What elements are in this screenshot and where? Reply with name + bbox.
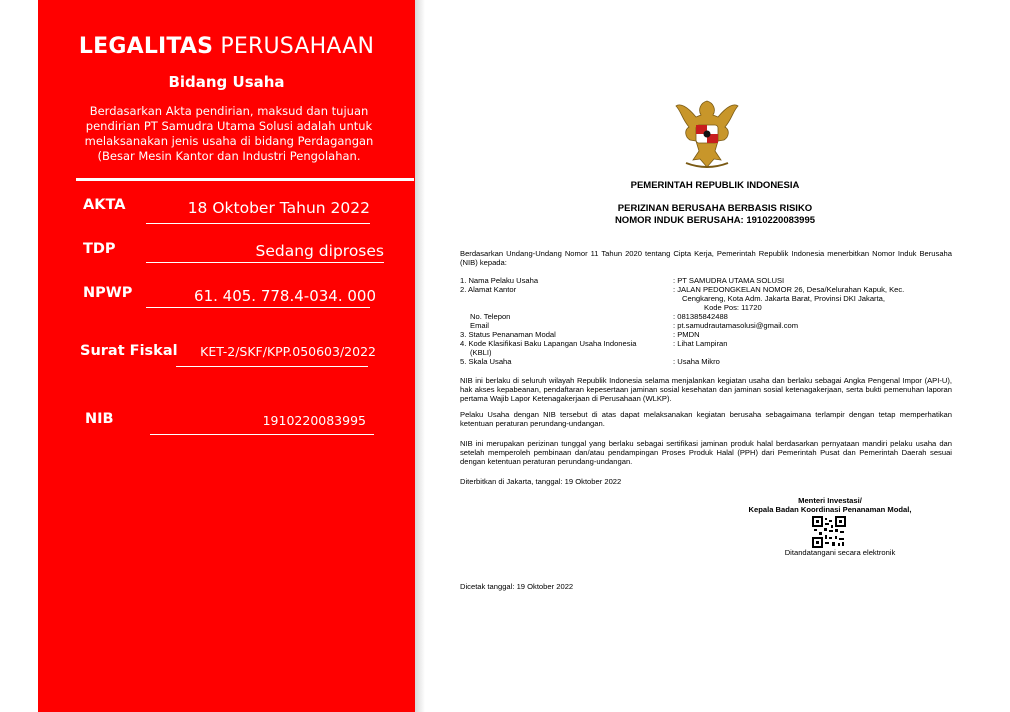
akta-label: AKTA [83, 197, 126, 213]
panel-title [38, 34, 415, 59]
field-value: : pt.samudrautamasolusi@gmail.com [673, 321, 799, 330]
surat-fiskal-underline [176, 366, 368, 367]
nib-label: NIB [85, 411, 114, 427]
npwp-label: NPWP [83, 285, 133, 301]
panel-title-rest: PERUSAHAAN [220, 34, 375, 59]
tdp-value: Sedang diproses [255, 242, 384, 260]
field-value: : Usaha Mikro [673, 357, 720, 366]
panel-description: Berdasarkan Akta pendirian, maksud dan tujuan pendirian PT Samudra Utama Solusi adalah untuk melaksanakan jenis usaha di bidang Perdagangan (Besar Mesin Kantor dan Industri Pengolahan. [84, 104, 374, 163]
gov-name: PEMERINTAH REPUBLIK INDONESIA [630, 180, 800, 191]
field-value: Kode Pos: 11720 [704, 303, 762, 312]
field-label: 3. Status Penanaman Modal [460, 330, 556, 339]
field-value: : JALAN PEDONGKELAN NOMOR 26, Desa/Kelurahan Kapuk, Kec. [673, 285, 905, 294]
field-label: (KBLI) [470, 348, 492, 357]
field-value: : Lihat Lampiran [673, 339, 728, 348]
validity-paragraph: NIB ini berlaku di seluruh wilayah Republik Indonesia selama menjalankan kegiatan usaha dan berlaku sebagai Angka Pengenal Impor (API-U), hak akses kepabeanan, pendaftaran kepesertaan jaminan sosial kesehatan dan jaminan sosial ketenagakerjaan, serta bukti pemenuhan laporan pertama Wajib Lapor Ketenagakerjaan di Perusahaan (WLKP). [460, 376, 952, 404]
surat-fiskal-value: KET-2/SKF/KPP.050603/2022 [200, 344, 376, 359]
qr-code-icon [812, 516, 846, 548]
npwp-underline [146, 307, 370, 308]
akta-value: 18 Oktober Tahun 2022 [187, 199, 370, 217]
field-label: 4. Kode Klasifikasi Baku Lapangan Usaha Indonesia [460, 339, 637, 348]
tdp-label: TDP [83, 241, 116, 257]
signed-note: Ditandatangani secara elektronik [784, 548, 896, 557]
field-label: 2. Alamat Kantor [460, 285, 517, 294]
field-value: : PMDN [673, 330, 700, 339]
signer-office: Kepala Badan Koordinasi Penanaman Modal, [748, 505, 912, 514]
surat-fiskal-label: Surat Fiskal [80, 343, 178, 359]
akta-underline [146, 223, 370, 224]
panel-subtitle: Bidang Usaha [168, 73, 285, 91]
issued-line: Diterbitkan di Jakarta, tanggal: 19 Oktober 2022 [460, 477, 622, 486]
page-margin-left [0, 0, 38, 712]
doc-nib-number: NOMOR INDUK BERUSAHA: 1910220083995 [614, 215, 816, 226]
garuda-emblem-icon [672, 97, 742, 171]
field-label: 5. Skala Usaha [460, 357, 512, 366]
printed-line: Dicetak tanggal: 19 Oktober 2022 [460, 582, 574, 591]
signer-title: Menteri Investasi/ [798, 496, 862, 505]
doc-title: PERIZINAN BERUSAHA BERBASIS RISIKO [617, 203, 813, 214]
legalitas-panel [38, 0, 415, 712]
panel-divider [76, 178, 414, 181]
field-value: Cengkareng, Kota Adm. Jakarta Barat, Provinsi DKI Jakarta, [682, 294, 886, 303]
field-value: : 081385842488 [673, 312, 728, 321]
tdp-underline [146, 262, 384, 263]
nib-value: 1910220083995 [262, 413, 366, 428]
intro-paragraph: Berdasarkan Undang-Undang Nomor 11 Tahun 2020 tentang Cipta Kerja, Pemerintah Republik Indonesia menerbitkan Nomor Induk Berusaha (NIB) kepada: [460, 249, 952, 268]
npwp-value: 61. 405. 778.4-034. 000 [194, 287, 376, 305]
nib-document [420, 0, 1010, 712]
field-label: No. Telepon [470, 312, 511, 321]
nib-underline [150, 434, 374, 435]
field-label: Email [470, 321, 489, 330]
activity-paragraph: Pelaku Usaha dengan NIB tersebut di atas dapat melaksanakan kegiatan berusaha sebagaimana terlampir dengan tetap memperhatikan ketentuan peraturan perundang-undangan. [460, 410, 952, 429]
field-value: : PT SAMUDRA UTAMA SOLUSI [673, 276, 785, 285]
panel-title-bold: LEGALITAS [78, 34, 214, 59]
field-label: 1. Nama Pelaku Usaha [460, 276, 539, 285]
halal-paragraph: NIB ini merupakan perizinan tunggal yang berlaku sebagai sertifikasi jaminan produk halal berdasarkan pernyataan mandiri pelaku usaha dan setelah memperoleh pembinaan dan/atau pendampingan Proses Produk Halal (PPH) dari Pemerintah Pusat dan Pemerintah Daerah sesuai dengan ketentuan peraturan perundang-undangan. [460, 439, 952, 467]
